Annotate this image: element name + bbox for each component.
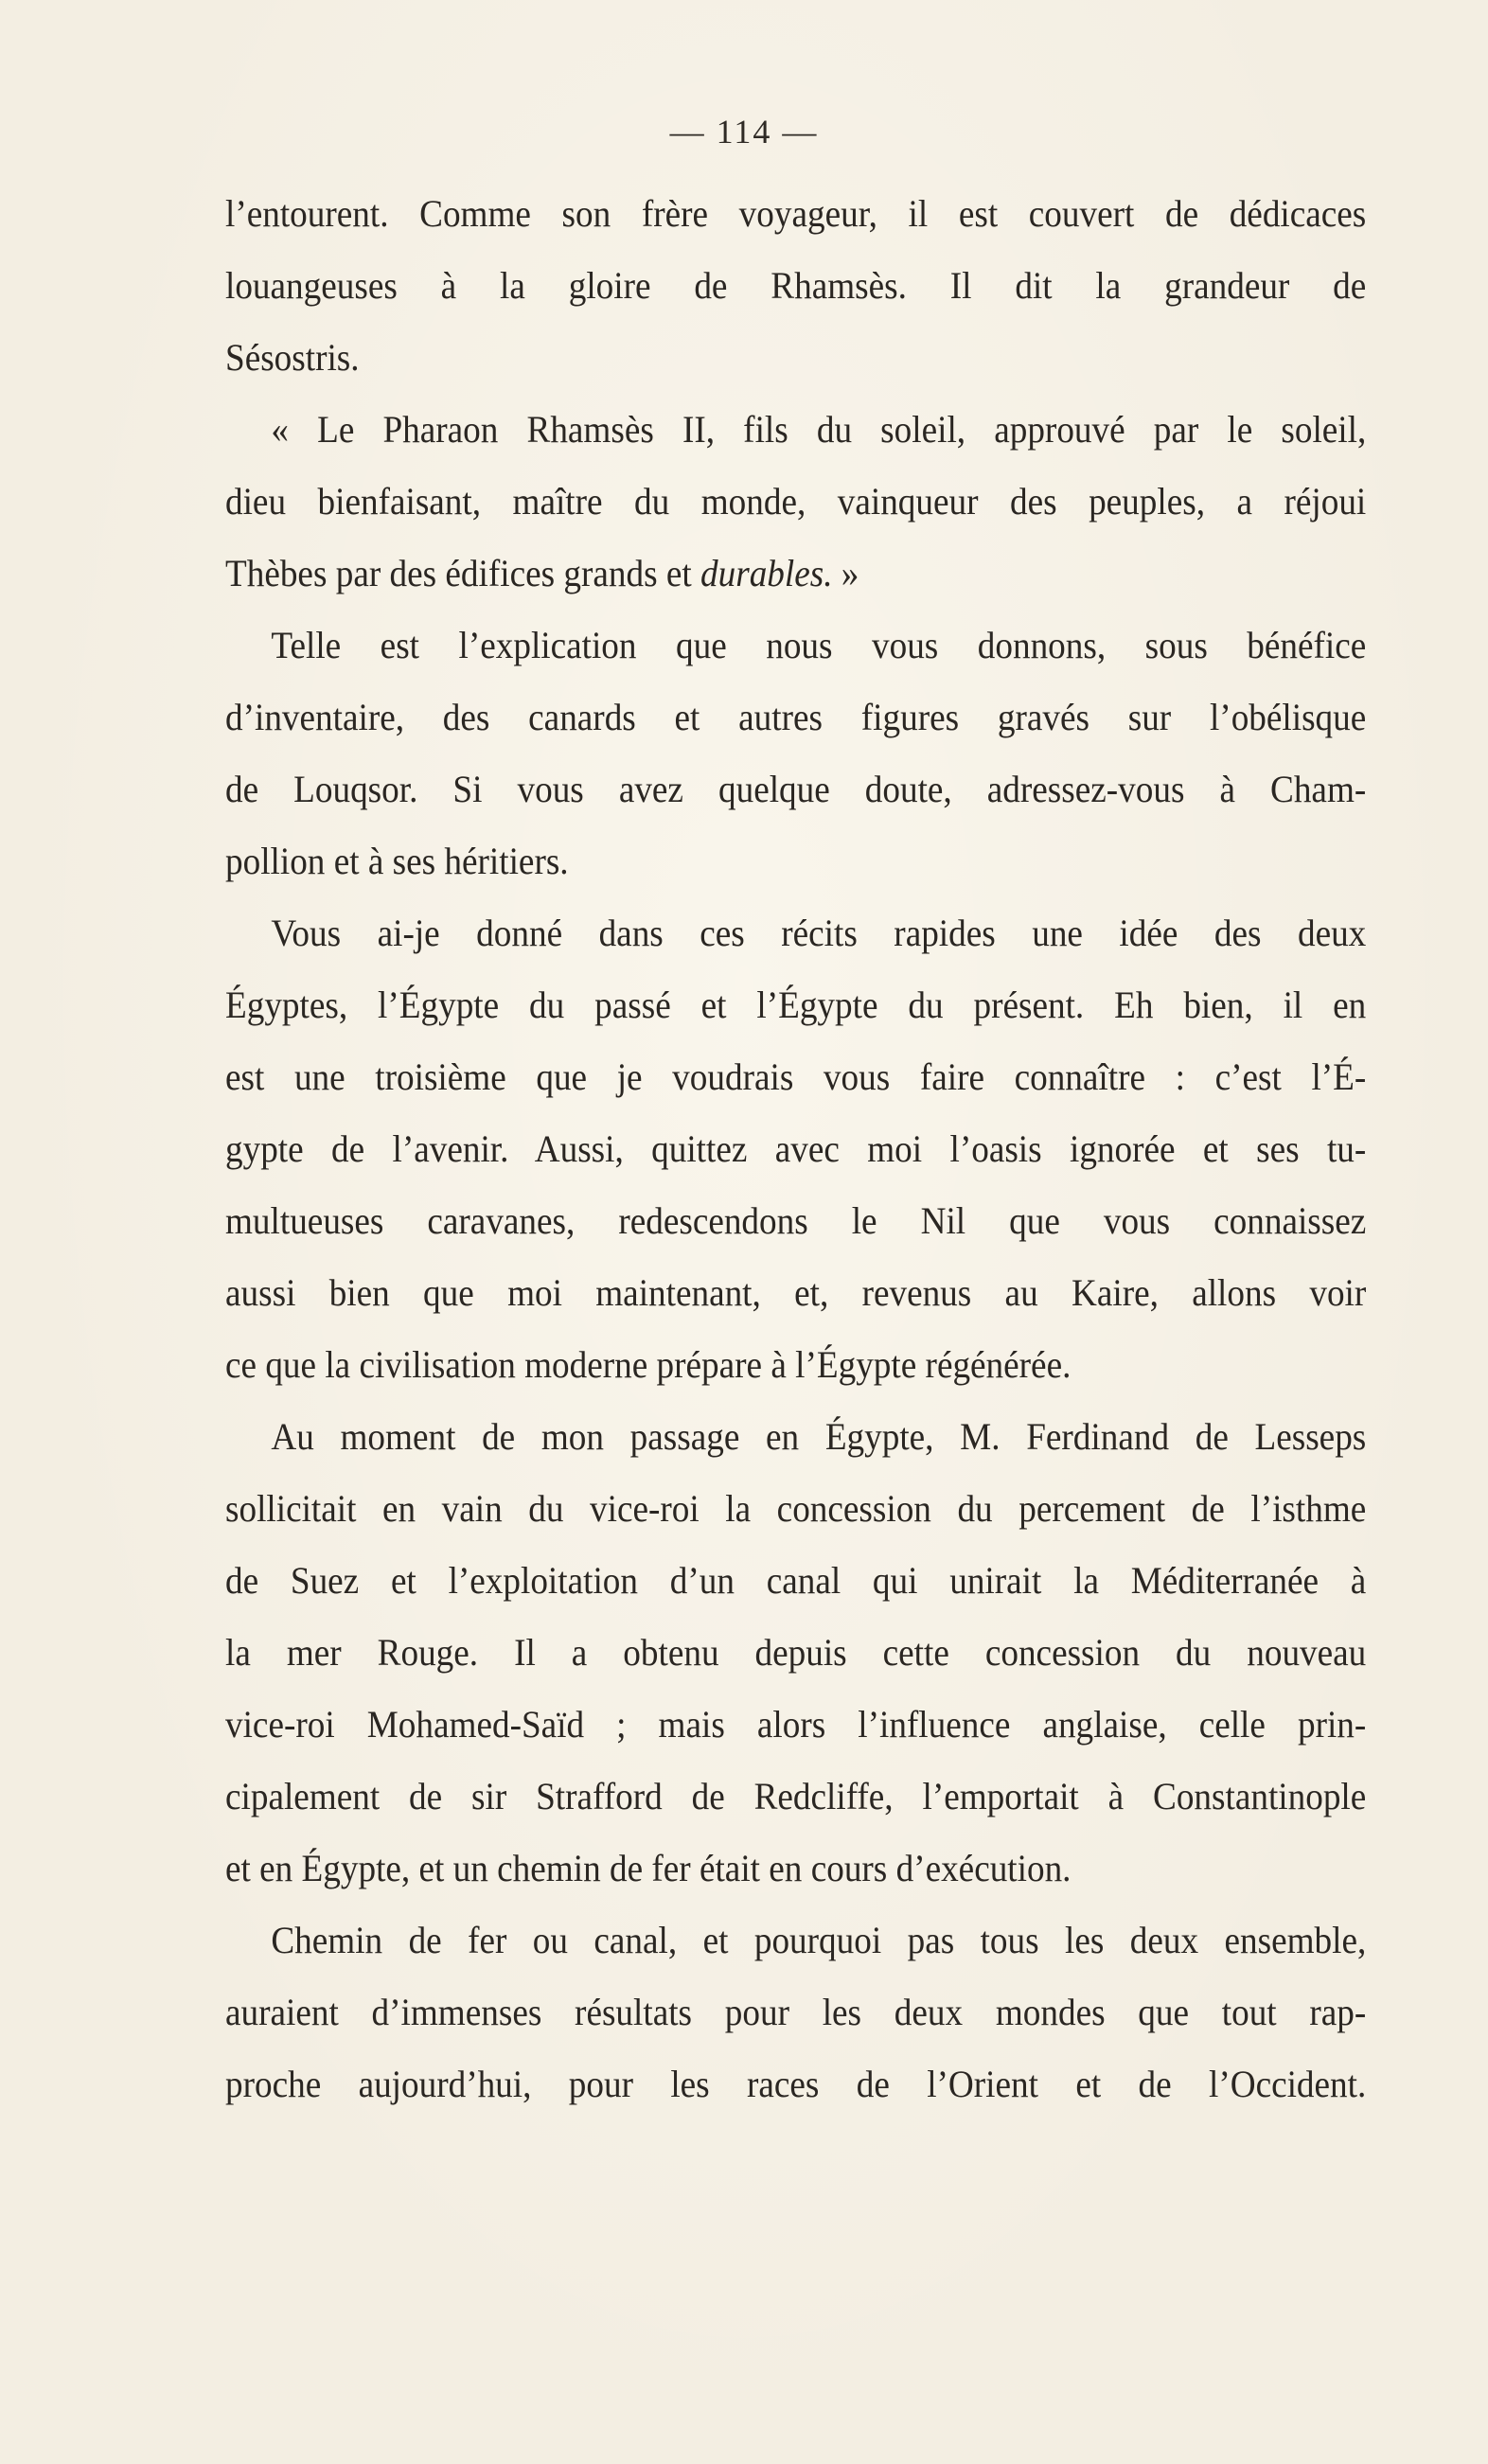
- text-line: sollicitait en vain du vice-roi la concession du percement de l’isthme: [225, 1487, 1367, 1530]
- text-line: proche aujourd’hui, pour les races de l’Orient et de l’Occident.: [225, 2063, 1367, 2105]
- text-line: Thèbes par des édifices grands et durables. »: [225, 552, 859, 594]
- text-line: de Suez et l’exploitation d’un canal qui unirait la Méditerranée à: [225, 1559, 1367, 1602]
- text-line: de Louqsor. Si vous avez quelque doute, adressez-vous à Cham-: [225, 768, 1367, 810]
- text-line: « Le Pharaon Rhamsès II, fils du soleil, approuvé par le soleil,: [271, 408, 1367, 451]
- italic-word: durables.: [700, 552, 833, 594]
- text-line: ce que la civilisation moderne prépare à l’Égypte régénérée.: [225, 1343, 1072, 1386]
- text-line: vice-roi Mohamed-Saïd ; mais alors l’influence anglaise, celle prin-: [225, 1703, 1367, 1746]
- text-line: Vous ai-je donné dans ces récits rapides une idée des deux: [271, 912, 1367, 954]
- text-line: dieu bienfaisant, maître du monde, vainqueur des peuples, a réjoui: [225, 480, 1367, 523]
- text-line: Sésostris.: [225, 336, 360, 379]
- text-line: multueuses caravanes, redescendons le Nil que vous connaissez: [225, 1199, 1367, 1242]
- body-text: [225, 178, 1366, 2120]
- text-line: Au moment de mon passage en Égypte, M. Ferdinand de Lesseps: [271, 1415, 1367, 1458]
- page-number: — 114 —: [669, 113, 819, 151]
- text-line: et en Égypte, et un chemin de fer était en cours d’exécution.: [225, 1847, 1072, 1889]
- text-line: cipalement de sir Strafford de Redcliffe, l’emportait à Constantinople: [225, 1775, 1367, 1817]
- text-line: Telle est l’explication que nous vous donnons, sous bénéfice: [271, 624, 1367, 666]
- text-line: pollion et à ses héritiers.: [225, 840, 569, 882]
- text-line: d’inventaire, des canards et autres figures gravés sur l’obélisque: [225, 696, 1367, 738]
- text-line: aussi bien que moi maintenant, et, revenus au Kaire, allons voir: [225, 1271, 1367, 1314]
- text-line: la mer Rouge. Il a obtenu depuis cette concession du nouveau: [225, 1631, 1367, 1674]
- text-line: est une troisième que je voudrais vous faire connaître : c’est l’É-: [225, 1055, 1367, 1098]
- text-line: louangeuses à la gloire de Rhamsès. Il dit la grandeur de: [225, 264, 1367, 307]
- text-line: Égyptes, l’Égypte du passé et l’Égypte du présent. Eh bien, il en: [225, 984, 1367, 1026]
- text-line: auraient d’immenses résultats pour les deux mondes que tout rap-: [225, 1991, 1367, 2033]
- text-line: l’entourent. Comme son frère voyageur, il est couvert de dédicaces: [225, 192, 1367, 235]
- text-line: Chemin de fer ou canal, et pourquoi pas tous les deux ensemble,: [271, 1919, 1367, 1961]
- text-line: gypte de l’avenir. Aussi, quittez avec moi l’oasis ignorée et ses tu-: [225, 1127, 1367, 1170]
